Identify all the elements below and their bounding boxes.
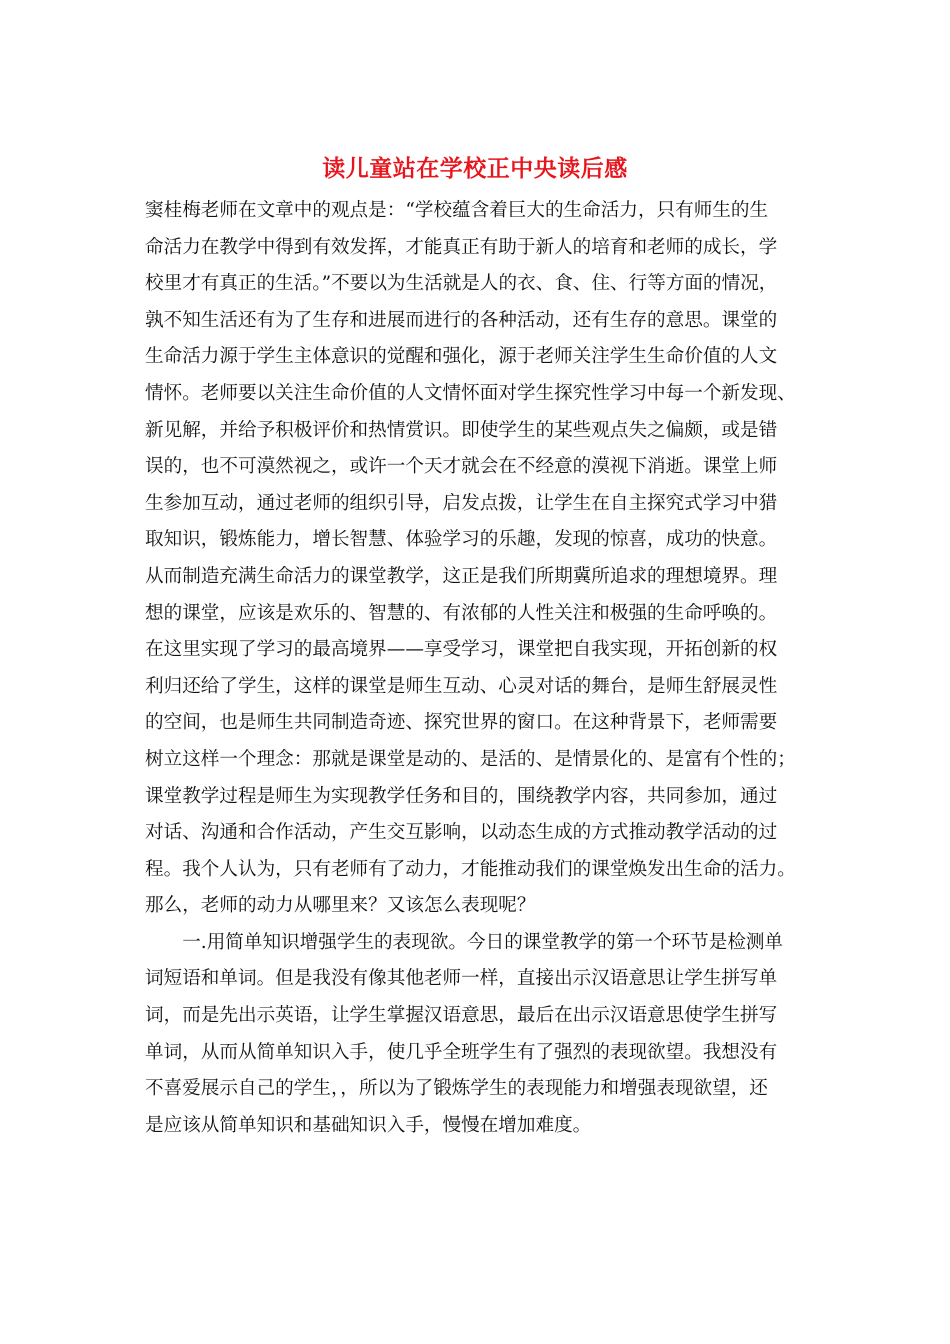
text-line: 树立这样一个理念：那就是课堂是动的、是活的、是情景化的、是富有个性的； [145,748,796,770]
text-line: 从而制造充满生命活力的课堂教学，这正是我们所期冀所追求的理想境界。理 [145,565,778,587]
text-line: 程。我个人认为，只有老师有了动力，才能推动我们的课堂焕发出生命的活力。 [145,858,796,880]
text-line: 想的课堂，应该是欢乐的、智慧的、有浓郁的人性关注和极强的生命呼唤的。 [145,602,778,624]
text-line: 校里才有真正的生活。”不要以为生活就是人的衣、食、住、行等方面的情况， [145,273,778,295]
document-title: 读儿童站在学校正中央读后感 [322,155,628,182]
text-line: 那么，老师的动力从哪里来？又该怎么表现呢？ [145,895,536,917]
text-line: 单词，从而从简单知识入手，使几乎全班学生有了强烈的表现欲望。我想没有 [145,1041,778,1063]
text-line: 新见解，并给予积极评价和热情赏识。即使学生的某些观点失之偏颇，或是错 [145,419,778,441]
text-line: 课堂教学过程是师生为实现教学任务和目的，围绕教学内容，共同参加，通过 [145,785,778,807]
text-line: 情怀。老师要以关注生命价值的人文情怀面对学生探究性学习中每一个新发现、 [145,382,796,404]
text-line: 对话、沟通和合作活动，产生交互影响，以动态生成的方式推动教学活动的过 [145,822,778,844]
text-line: 利归还给了学生，这样的课堂是师生互动、心灵对话的舞台，是师生舒展灵性 [145,675,778,697]
text-line: 词短语和单词。但是我没有像其他老师一样，直接出示汉语意思让学生拼写单 [145,968,778,990]
text-line: 不喜爱展示自己的学生，，所以为了锻炼学生的表现能力和增强表现欲望，还 [145,1078,768,1100]
text-line: 孰不知生活还有为了生存和进展而进行的各种活动，还有生存的意思。课堂的 [145,309,778,331]
text-line: 的空间，也是师生共同制造奇迹、探究世界的窗口。在这种背景下，老师需要 [145,712,778,734]
text-line: 取知识，锻炼能力，增长智慧、体验学习的乐趣，发现的惊喜，成功的快意。 [145,529,778,551]
text-line: 在这里实现了学习的最高境界——享受学习，课堂把自我实现，开拓创新的权 [145,639,778,661]
text-line: 命活力在教学中得到有效发挥，才能真正有助于新人的培育和老师的成长，学 [145,236,778,258]
text-line: 生参加互动，通过老师的组织引导，启发点拨，让学生在自主探究式学习中猎 [145,492,778,514]
text-line: 一.用简单知识增强学生的表现欲。今日的课堂教学的第一个环节是检测单 [145,931,784,953]
document-body [145,193,805,1144]
text-line: 窦桂梅老师在文章中的观点是：“学校蕴含着巨大的生命活力，只有师生的生 [145,200,769,221]
text-line: 词，而是先出示英语，让学生掌握汉语意思，最后在出示汉语意思使学生拼写 [145,1005,778,1027]
text-line: 生命活力源于学生主体意识的觉醒和强化，源于老师关注学生生命价值的人文 [145,346,778,368]
text-line: 是应该从简单知识和基础知识入手，慢慢在增加难度。 [145,1114,592,1136]
text-line: 误的，也不可漠然视之，或许一个天才就会在不经意的漠视下消逝。课堂上师 [145,456,778,478]
